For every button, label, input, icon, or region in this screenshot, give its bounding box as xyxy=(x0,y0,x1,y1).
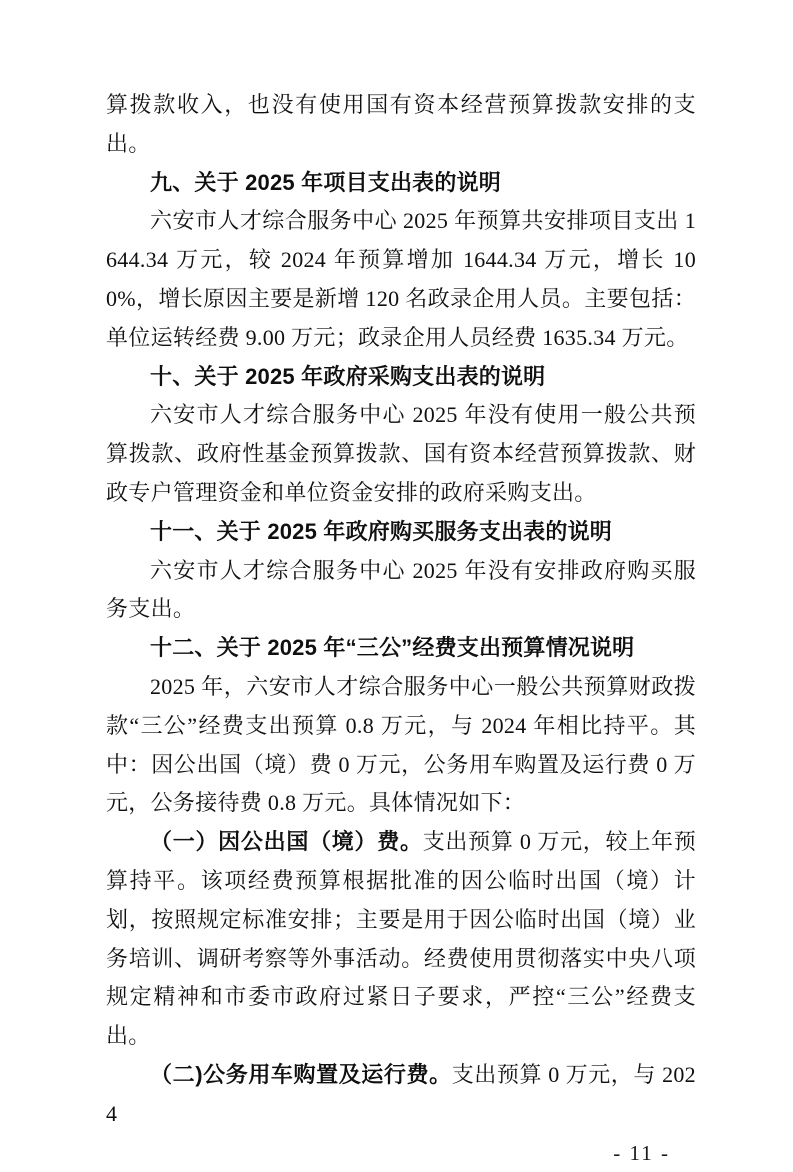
section-heading-10: 十、关于 2025 年政府采购支出表的说明 xyxy=(150,363,546,389)
paragraph-lead-overseas-travel: （一）因公出国（境）费。 xyxy=(150,829,423,855)
section-heading-9: 九、关于 2025 年项目支出表的说明 xyxy=(150,169,501,195)
section-heading-12: 十二、关于 2025 年“三公”经费支出预算情况说明 xyxy=(150,635,635,661)
paragraph-lead-official-vehicles: （二)公务用车购置及运行费。 xyxy=(150,1061,452,1087)
paragraph-text-overseas-travel: 支出预算 0 万元，较上年预算持平。该项经费预算根据批准的因公临时出国（境）计划，按照规定标准安排；主要是用于因公临时出国（境）业务培训、调研考察等外事活动。经费使用贯彻落实中央八项规定精神和市委市政府过紧日子要求，严控“三公”经费支出。 xyxy=(106,829,696,1049)
document-content xyxy=(106,86,696,1172)
paragraph-continuation: 算拨款收入，也没有使用国有资本经营预算拨款安排的支出。 xyxy=(106,92,696,156)
paragraph-text-official-vehicles: 支出预算 0 万元，与 2024 xyxy=(106,1061,696,1126)
page-number: - 11 - xyxy=(613,1140,670,1165)
paragraph-purchased-services: 六安市人才综合服务中心 2025 年没有安排政府购买服务支出。 xyxy=(106,557,696,622)
paragraph-overseas-travel xyxy=(106,823,696,1056)
paragraph-government-procurement: 六安市人才综合服务中心 2025 年没有使用一般公共预算拨款、政府性基金预算拨款、国有资本经营预算拨款、财政专户管理资金和单位资金安排的政府采购支出。 xyxy=(106,402,696,505)
paragraph-project-expenditure: 六安市人才综合服务中心 2025 年预算共安排项目支出 1644.34 万元，较 2024 年预算增加 1644.34 万元，增长 100%，增长原因主要是新增 120 名政录企用人员。主要包括：单位运转经费 9.00 万元；政录企用人员经费 1635.34 万元。 xyxy=(106,208,696,350)
paragraph-three-public-funds: 2025 年，六安市人才综合服务中心一般公共预算财政拨款“三公”经费支出预算 0.8 万元，与 2024 年相比持平。其中：因公出国（境）费 0 万元，公务用车购置及运行费 0 万元，公务接待费 0.8 万元。具体情况如下： xyxy=(106,673,696,816)
section-heading-11: 十一、关于 2025 年政府购买服务支出表的说明 xyxy=(150,518,612,544)
